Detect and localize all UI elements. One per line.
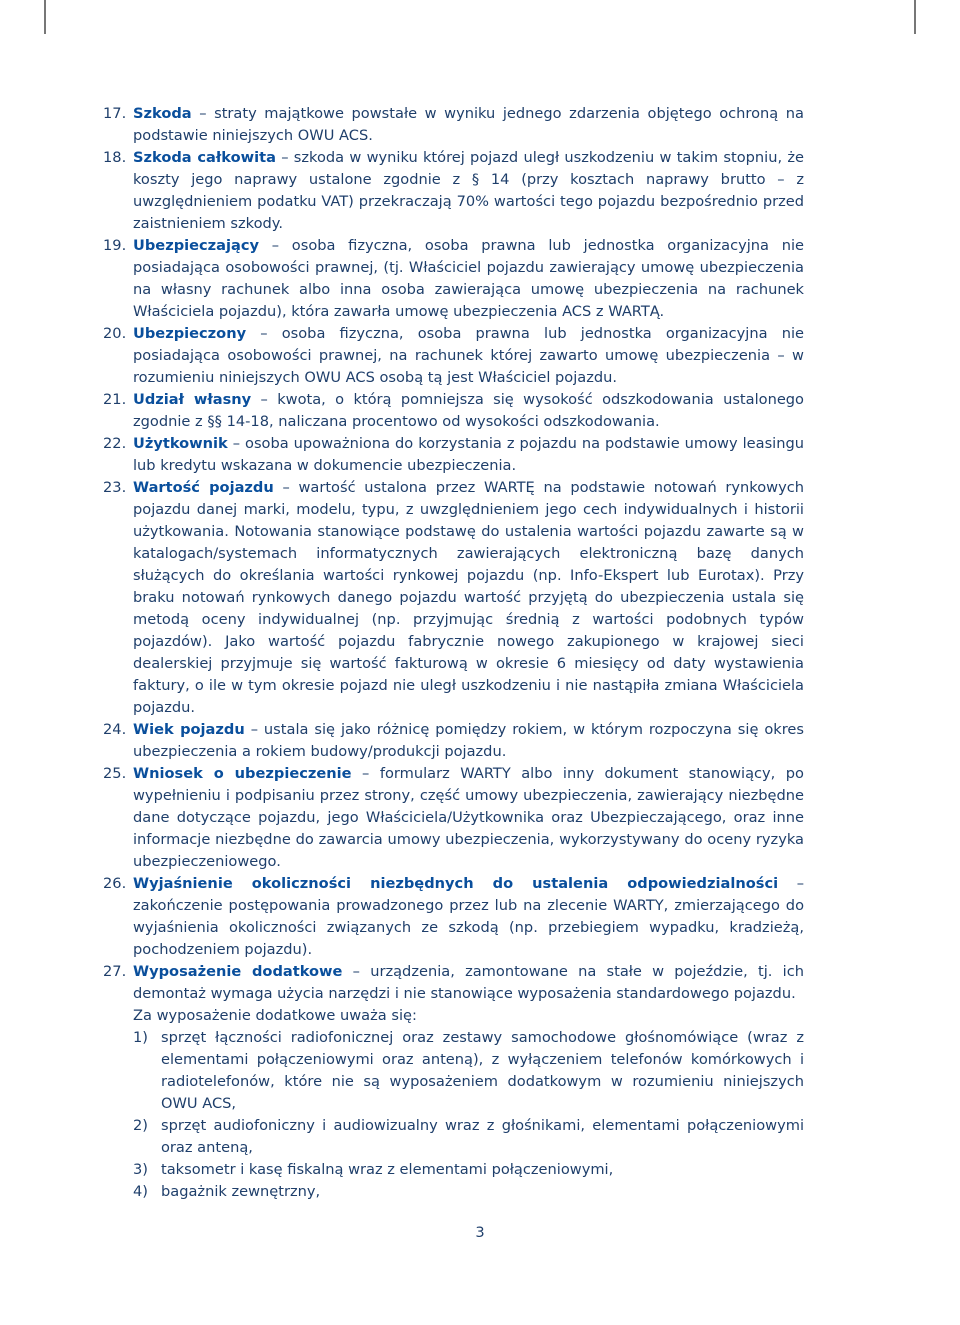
list-item-text: taksometr i kasę fiskalną wraz z elementami połączeniowymi,	[161, 1161, 614, 1178]
crop-mark-top-left	[44, 0, 46, 34]
definition-20	[103, 323, 804, 389]
definition-21	[103, 389, 804, 433]
definition-term: Użytkownik	[133, 435, 228, 452]
definition-term: Wiek pojazdu	[133, 721, 245, 738]
list-intro: Za wyposażenie dodatkowe uważa się:	[133, 1007, 417, 1024]
definition-26	[103, 873, 804, 961]
definition-term: Wyjaśnienie okoliczności niezbędnych do ustalenia odpowiedzialności	[133, 875, 779, 892]
definition-text: – wartość ustalona przez WARTĘ na podstawie notowań rynkowych pojazdu danej marki, modelu, typu, z uwzględnieniem jego cech indywidualnych i historii użytkowania. Notowania stanowiące podstawę do ustalenia wartości pojazdu zawarte są w katalogach/systemach informatycznych zawierających elektroniczną bazę danych służących do określania wartości rynkowej pojazdu (np. Info-Ekspert lub Eurotax). Przy braku notowań rynkowych danego pojazdu wartość przyjętą do ubezpieczenia ustala się metodą oceny indywidualnej (np. przyjmując średnią z wartości podobnych typów pojazdów). Jako wartość pojazdu fabrycznie nowego zakupionego w krajowej sieci dealerskiej przyjmuje się wartość fakturową w okresie 6 miesięcy od daty wystawienia faktury, o ile w tym okresie pojazd nie uległ uszkodzeniu i nie nastąpiła zmiana Właściciela pojazdu.	[133, 479, 804, 716]
definition-19	[103, 235, 804, 323]
definition-24	[103, 719, 804, 763]
list-item-text: sprzęt audiofoniczny i audiowizualny wraz z głośnikami, elementami połączeniowymi oraz anteną,	[161, 1117, 804, 1156]
definition-number: 20.	[103, 325, 127, 342]
definition-number: 17.	[103, 105, 127, 122]
definition-text: – ustala się jako różnicę pomiędzy rokiem, w którym rozpoczyna się okres ubezpieczenia a rokiem budowy/produkcji pojazdu.	[133, 721, 805, 760]
definition-number: 26.	[103, 875, 127, 892]
definition-text: – kwota, o którą pomniejsza się wysokość odszkodowania ustalonego zgodnie z §§ 14-18, naliczana procentowo od wysokości odszkodowania.	[133, 391, 804, 430]
definition-text: – osoba fizyczna, osoba prawna lub jednostka organizacyjna nie posiadająca osobowości prawnej, (tj. Właściciel pojazdu zawierający umowę ubezpieczenia na własny rachunek albo inna osoba zawierająca umowę ubezpieczenia na rachunek Właściciela pojazdu), która zawarła umowę ubezpieczenia ACS z WARTĄ.	[133, 237, 804, 320]
list-item	[133, 1115, 804, 1159]
definition-text: – straty majątkowe powstałe w wyniku jednego zdarzenia objętego ochroną na podstawie niniejszych OWU ACS.	[133, 105, 804, 144]
list-item-text: sprzęt łączności radiofonicznej oraz zestawy samochodowe głośnomówiące (wraz z elementami połączeniowymi oraz anteną), z wyłączeniem telefonów komórkowych i radiotelefonów, które nie są wyposażeniem dodatkowym w rozumieniu niniejszych OWU ACS,	[161, 1029, 804, 1112]
definition-22	[103, 433, 804, 477]
definition-text: – osoba upoważniona do korzystania z pojazdu na podstawie umowy leasingu lub kredytu wskazana w dokumencie ubezpieczenia.	[133, 435, 804, 474]
definition-number: 24.	[103, 721, 127, 738]
definition-number: 27.	[103, 963, 127, 980]
list-item	[133, 1159, 804, 1181]
definition-25	[103, 763, 804, 873]
list-item-number: 4)	[133, 1183, 148, 1200]
list-item-number: 3)	[133, 1161, 148, 1178]
definition-term: Wyposażenie dodatkowe	[133, 963, 343, 980]
definition-18	[103, 147, 804, 235]
page-number: 3	[475, 1224, 485, 1241]
list-item-text: bagażnik zewnętrzny,	[161, 1183, 321, 1200]
definition-text: – szkoda w wyniku której pojazd uległ uszkodzeniu w takim stopniu, że koszty jego naprawy ustalone zgodnie z § 14 (przy kosztach naprawy brutto – z uwzględnieniem podatku VAT) przekraczają 70% wartości tego pojazdu bezpośrednio przed zaistnieniem szkody.	[133, 149, 804, 232]
definition-term: Wartość pojazdu	[133, 479, 274, 496]
document-body	[103, 103, 804, 1203]
definition-17	[103, 103, 804, 147]
definition-term: Udział własny	[133, 391, 252, 408]
definition-text: – osoba fizyczna, osoba prawna lub jednostka organizacyjna nie posiadająca osobowości prawnej, na rachunek której zawarto umowę ubezpieczenia – w rozumieniu niniejszych OWU ACS osobą tą jest Właściciel pojazdu.	[133, 325, 804, 386]
definition-number: 25.	[103, 765, 127, 782]
list-item	[133, 1181, 804, 1203]
definition-27	[103, 961, 804, 1203]
definition-term: Ubezpieczający	[133, 237, 260, 254]
definition-text: – zakończenie postępowania prowadzonego przez lub na zlecenie WARTY, zmierzającego do wyjaśnienia okoliczności związanych ze szkodą (np. przebiegiem wypadku, kradzieżą, pochodzeniem pojazdu).	[133, 875, 805, 958]
definition-term: Szkoda	[133, 105, 192, 122]
list-item-number: 2)	[133, 1117, 148, 1134]
list-item-number: 1)	[133, 1029, 148, 1046]
definition-text: – formularz WARTY albo inny dokument stanowiący, po wypełnieniu i podpisaniu przez strony, część umowy ubezpieczenia, zawierający niezbędne dane dotyczące pojazdu, jego Właściciela/Użytkownika oraz Ubezpieczającego, oraz inne informacje niezbędne do zawarcia umowy ubezpieczenia, wykorzystywany do oceny ryzyka ubezpieczeniowego.	[133, 765, 804, 870]
definition-term: Wniosek o ubezpieczenie	[133, 765, 352, 782]
definition-number: 18.	[103, 149, 127, 166]
list-item	[133, 1027, 804, 1115]
definition-term: Ubezpieczony	[133, 325, 247, 342]
definition-text: – urządzenia, zamontowane na stałe w pojeździe, tj. ich demontaż wymaga użycia narzędzi i nie stanowiące wyposażenia standardowego pojazdu.	[133, 963, 804, 1002]
definition-number: 21.	[103, 391, 127, 408]
definition-number: 19.	[103, 237, 127, 254]
definition-number: 22.	[103, 435, 127, 452]
definition-number: 23.	[103, 479, 127, 496]
equipment-list	[133, 1027, 804, 1203]
definition-23	[103, 477, 804, 719]
crop-mark-top-right	[914, 0, 916, 34]
definition-term: Szkoda całkowita	[133, 149, 276, 166]
